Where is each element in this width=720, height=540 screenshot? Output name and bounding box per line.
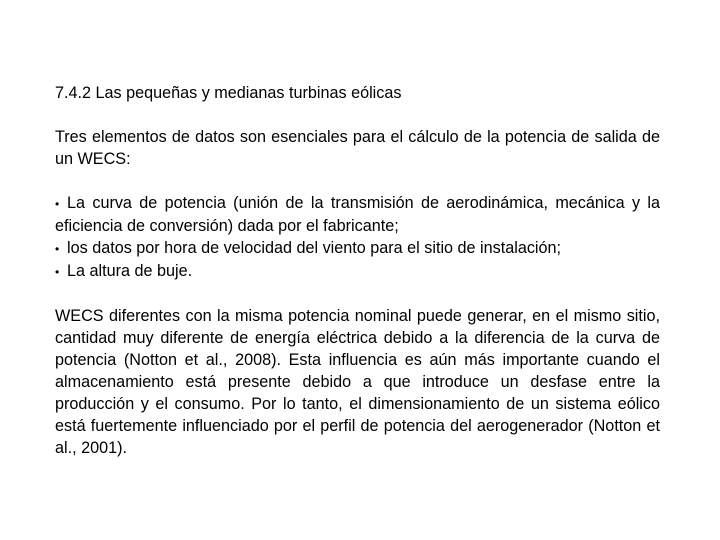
list-item-text: La curva de potencia (unión de la transmisión de aerodinámica, mecánica y la eficiencia de conversión) dada por el fabricante; [55, 194, 660, 235]
list-item [55, 260, 660, 283]
list-item-text: La altura de buje. [67, 262, 193, 280]
list-item [55, 192, 660, 237]
bullet-icon: • [55, 242, 60, 256]
list-item-text: los datos por hora de velocidad del viento para el sitio de instalación; [67, 239, 562, 257]
text-content [55, 82, 660, 481]
list-item [55, 237, 660, 260]
bullet-list [55, 192, 660, 283]
bullet-icon: • [55, 197, 60, 211]
intro-paragraph: Tres elementos de datos son esenciales para el cálculo de la potencia de salida de un WECS: [55, 128, 660, 168]
section-heading: 7.4.2 Las pequeñas y medianas turbinas eólicas [55, 84, 402, 102]
body-paragraph: WECS diferentes con la misma potencia nominal puede generar, en el mismo sitio, cantidad muy diferente de energía eléctrica debido a la diferencia de la curva de potencia (Notton et al., 2008). Esta influencia es aún más importante cuando el almacenamiento está presente debido a que introduce un desfase entre la producción y el consumo. Por lo tanto, el dimensionamiento de un sistema eólico está fuertemente influenciado por el perfil de potencia del aerogenerador (Notton et al., 2001). [55, 307, 660, 457]
bullet-icon: • [55, 265, 60, 279]
